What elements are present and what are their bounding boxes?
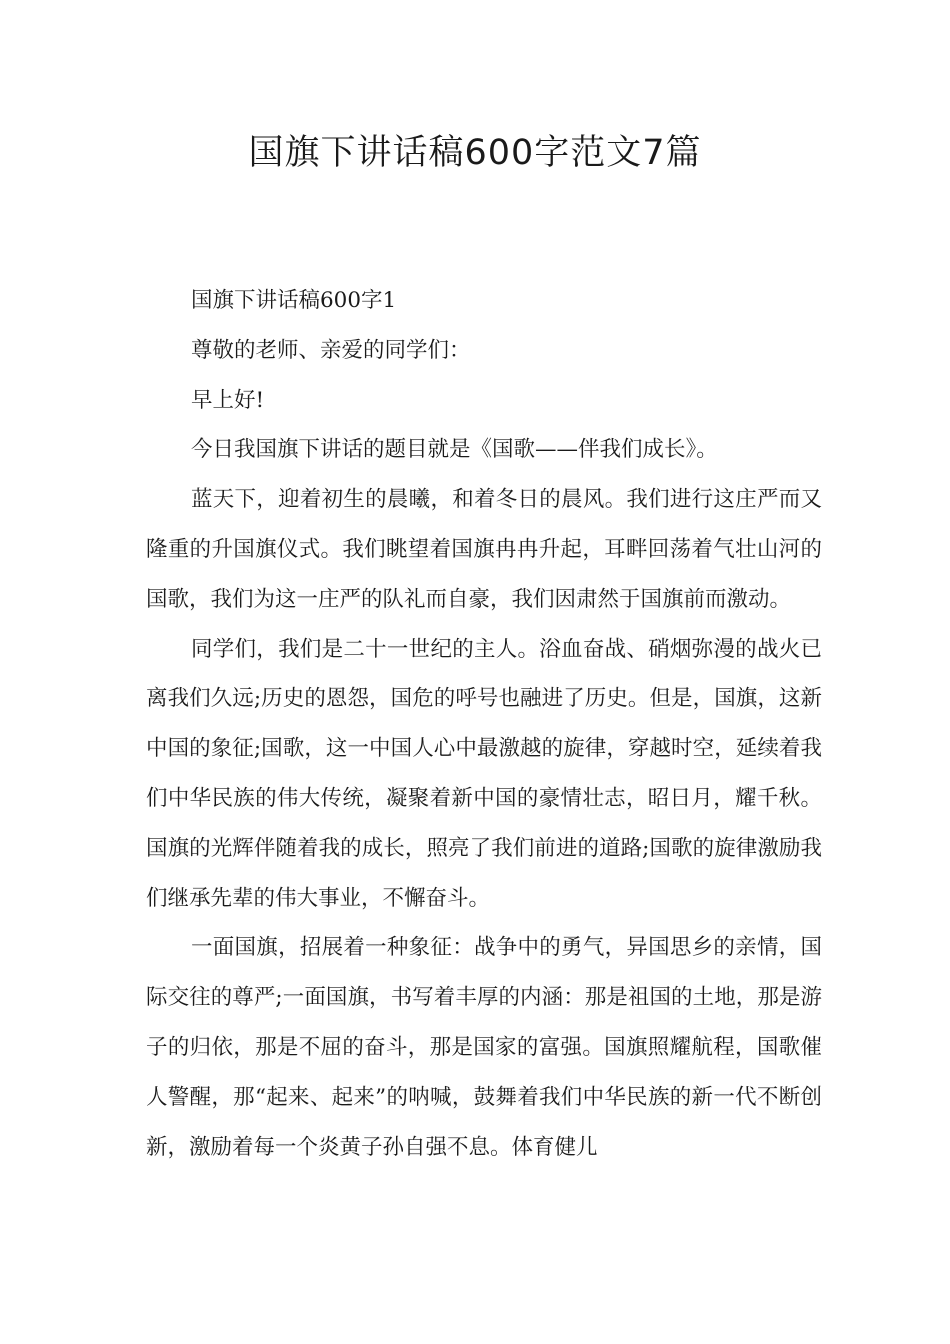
document-body — [146, 276, 822, 1172]
body-paragraph: 同学们，我们是二十一世纪的主人。浴血奋战、硝烟弥漫的战火已离我们久远;历史的恩怨，国危的呼号也融进了历史。但是，国旗，这新中国的象征;国歌，这一中国人心中最激越的旋律，穿越时空，延续着我们中华民族的伟大传统，凝聚着新中国的豪情壮志，昭日月，耀千秋。国旗的光辉伴随着我的成长，照亮了我们前进的道路;国歌的旋律激励我们继承先辈的伟大事业，不懈奋斗。 — [146, 636, 822, 911]
speech-topic: 今日我国旗下讲话的题目就是《国歌——伴我们成长》。 — [191, 437, 718, 463]
greeting: 早上好! — [191, 387, 265, 413]
body-paragraph: 蓝天下，迎着初生的晨曦，和着冬日的晨风。我们进行这庄严而又隆重的升国旗仪式。我们眺望着国旗冉冉升起，耳畔回荡着气壮山河的国歌，我们为这一庄严的队礼而自豪，我们因肃然于国旗前而激动。 — [146, 487, 822, 612]
salutation: 尊敬的老师、亲爱的同学们： — [191, 337, 471, 363]
body-paragraph: 一面国旗，招展着一种象征：战争中的勇气，异国思乡的亲情，国际交往的尊严;一面国旗，书写着丰厚的内涵：那是祖国的土地，那是游子的归依，那是不屈的奋斗，那是国家的富强。国旗照耀航程，国歌催人警醒，那“起来、起来”的呐喊，鼓舞着我们中华民族的新一代不断创新，激励着每一个炎黄子孙自强不息。体育健儿 — [146, 935, 822, 1160]
section-heading: 国旗下讲话稿600字1 — [191, 288, 397, 313]
document-title: 国旗下讲话稿600字范文7篇 — [248, 133, 702, 173]
